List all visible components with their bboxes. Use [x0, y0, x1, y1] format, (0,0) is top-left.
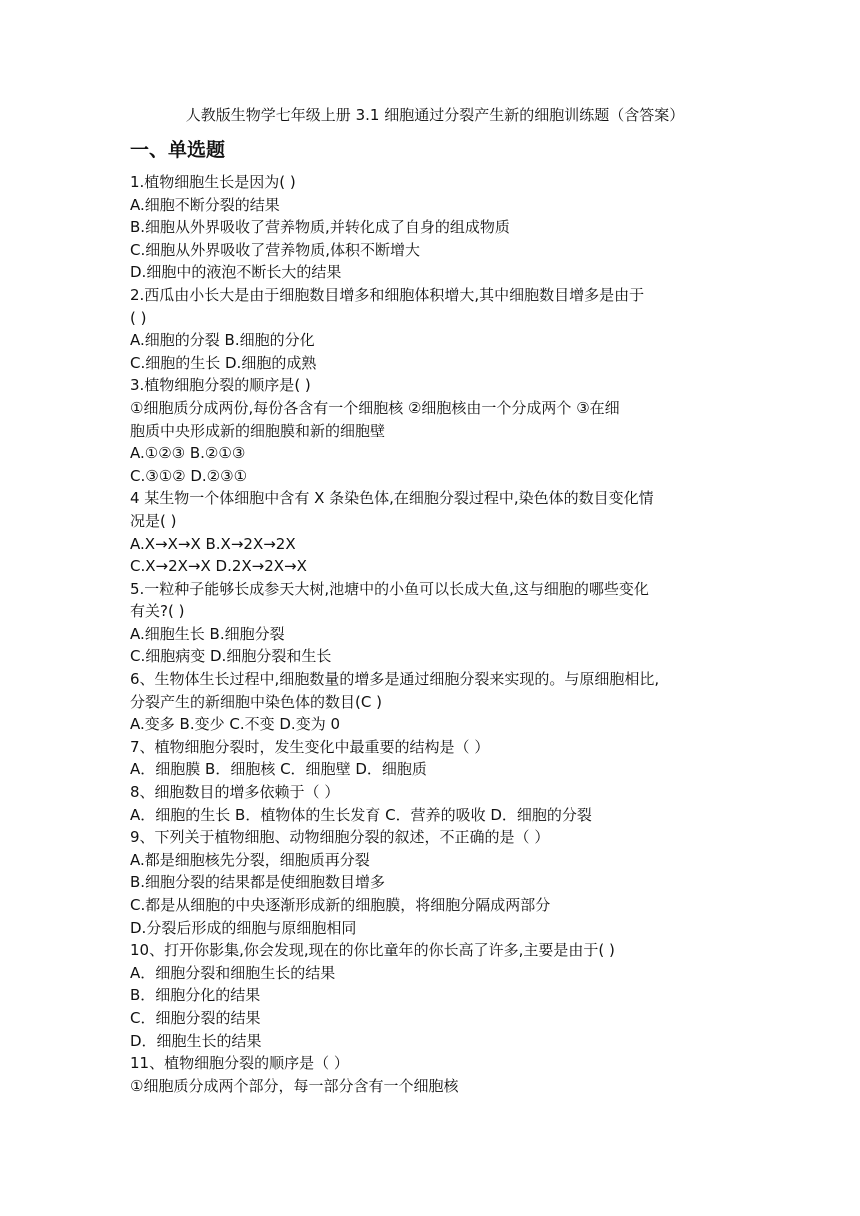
text-line: C.细胞的生长 D.细胞的成熟 [130, 353, 317, 372]
text-line: 2.西瓜由小长大是由于细胞数目增多和细胞体积增大,其中细胞数目增多是由于 [130, 285, 645, 304]
text-line: 11、植物细胞分裂的顺序是（ ） [130, 1054, 349, 1073]
text-line: 5.一粒种子能够长成参天大树,池塘中的小鱼可以长成大鱼,这与细胞的哪些变化 [130, 579, 649, 598]
text-line: D．细胞生长的结果 [130, 1031, 262, 1050]
text-line: C.③①② D.②③① [130, 466, 248, 485]
text-line: 10、打开你影集,你会发现,现在的你比童年的你长高了许多,主要是由于( ) [130, 941, 615, 960]
text-line: ①细胞质分成两份,每份各含有一个细胞核 ②细胞核由一个分成两个 ③在细 [130, 398, 620, 417]
text-line: A.细胞生长 B.细胞分裂 [130, 624, 285, 643]
text-line: 1.植物细胞生长是因为( ) [130, 173, 296, 191]
text-line: D.细胞中的液泡不断长大的结果 [130, 263, 342, 282]
text-line: A.①②③ B.②①③ [130, 444, 246, 463]
text-line: 8、细胞数目的增多依赖于（ ） [130, 783, 340, 802]
text-line: 分裂产生的新细胞中染色体的数目(C ) [130, 692, 382, 711]
section-heading: 一、单选题 [130, 139, 226, 161]
text-line: A.变多 B.变少 C.不变 D.变为 0 [130, 715, 341, 734]
text-line: ①细胞质分成两个部分，每一部分含有一个细胞核 [130, 1076, 459, 1095]
text-line: B．细胞分化的结果 [130, 986, 261, 1005]
text-line: 有关?( ) [130, 602, 185, 621]
text-line: A．细胞膜 B．细胞核 C．细胞壁 D．细胞质 [130, 760, 427, 779]
question-list [130, 171, 732, 1097]
text-line: C.X→2X→X D.2X→2X→X [130, 557, 307, 576]
text-line: C.都是从细胞的中央逐渐形成新的细胞膜，将细胞分隔成两部分 [130, 896, 551, 914]
text-line: B.细胞从外界吸收了营养物质,并转化成了自身的组成物质 [130, 218, 510, 237]
text-line: D.分裂后形成的细胞与原细胞相同 [130, 918, 357, 937]
text-line: A.细胞的分裂 B.细胞的分化 [130, 331, 315, 350]
text-line: C.细胞病变 D.细胞分裂和生长 [130, 647, 332, 666]
text-line: A.细胞不断分裂的结果 [130, 195, 280, 214]
text-line: 9、下列关于植物细胞、动物细胞分裂的叙述，不正确的是（ ） [130, 828, 550, 847]
text-line: 3.植物细胞分裂的顺序是( ) [130, 376, 311, 395]
text-line: C．细胞分裂的结果 [130, 1008, 261, 1027]
document-title: 人教版生物学七年级上册 3.1 细胞通过分裂产生新的细胞训练题（含答案） [185, 106, 685, 124]
text-line: 6、生物体生长过程中,细胞数量的增多是通过细胞分裂来实现的。与原细胞相比, [130, 670, 660, 689]
text-line: A.X→X→X B.X→2X→2X [130, 534, 296, 553]
text-line: A．细胞分裂和细胞生长的结果 [130, 963, 336, 982]
text-line: A．细胞的生长 B．植物体的生长发育 C．营养的吸收 D．细胞的分裂 [130, 805, 592, 824]
text-line: B.细胞分裂的结果都是使细胞数目增多 [130, 873, 386, 892]
text-line: 4 某生物一个体细胞中含有 X 条染色体,在细胞分裂过程中,染色体的数目变化情 [130, 489, 654, 508]
text-line: A.都是细胞核先分裂，细胞质再分裂 [130, 850, 370, 869]
text-line: 况是( ) [130, 511, 177, 530]
text-line: C.细胞从外界吸收了营养物质,体积不断增大 [130, 240, 421, 259]
text-line: ( ) [130, 308, 147, 327]
text-line: 7、植物细胞分裂时，发生变化中最重要的结构是（ ） [130, 737, 490, 756]
text-line: 胞质中央形成新的细胞膜和新的细胞壁 [130, 421, 386, 440]
